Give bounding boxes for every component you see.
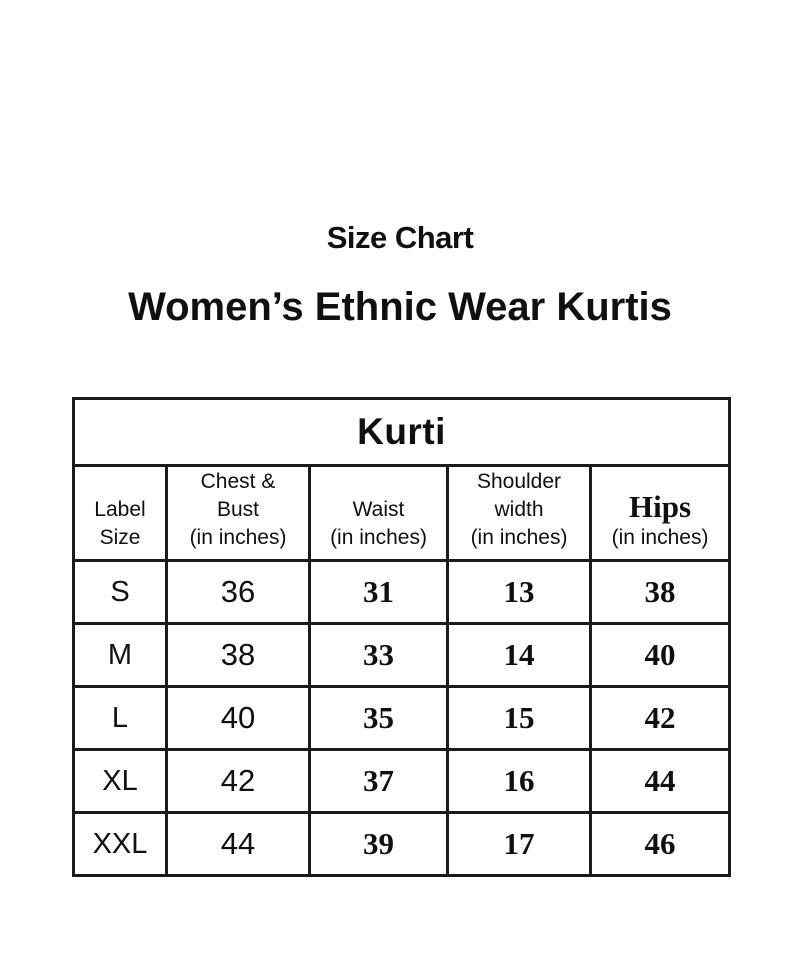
header-line: (in inches) — [611, 526, 709, 549]
header-line: (in inches) — [189, 526, 287, 549]
cell-hips: 46 — [591, 813, 730, 876]
cell-size: S — [74, 561, 167, 624]
column-header-shoulder-width — [448, 466, 591, 561]
page-subtitle: Women’s Ethnic Wear Kurtis — [128, 285, 672, 329]
header-line: (in inches) — [470, 526, 568, 549]
cell-size: L — [74, 687, 167, 750]
table-caption-row — [74, 399, 730, 466]
header-line: Hips — [629, 489, 692, 524]
cell-chest: 38 — [167, 624, 310, 687]
cell-waist: 33 — [310, 624, 448, 687]
cell-size: M — [74, 624, 167, 687]
column-header-row — [74, 466, 730, 561]
cell-waist: 35 — [310, 687, 448, 750]
cell-shoulder: 15 — [448, 687, 591, 750]
header-line: Bust — [216, 498, 260, 521]
cell-shoulder: 17 — [448, 813, 591, 876]
cell-size: XXL — [74, 813, 167, 876]
table-row-xl — [74, 750, 730, 813]
cell-chest: 44 — [167, 813, 310, 876]
cell-waist: 39 — [310, 813, 448, 876]
cell-chest: 42 — [167, 750, 310, 813]
header-line: (in inches) — [330, 526, 427, 549]
cell-hips: 40 — [591, 624, 730, 687]
cell-hips: 42 — [591, 687, 730, 750]
cell-shoulder: 16 — [448, 750, 591, 813]
cell-chest: 40 — [167, 687, 310, 750]
page-title: Size Chart — [326, 220, 474, 255]
table-row-s — [74, 561, 730, 624]
header-line: Shoulder — [476, 470, 562, 493]
cell-shoulder: 14 — [448, 624, 591, 687]
table-row-xxl — [74, 813, 730, 876]
cell-hips: 44 — [591, 750, 730, 813]
cell-size: XL — [74, 750, 167, 813]
column-header-waist — [310, 466, 448, 561]
cell-chest: 36 — [167, 561, 310, 624]
header-line: Size — [99, 526, 141, 549]
header-line: Waist — [352, 498, 405, 521]
header-line: width — [494, 498, 544, 521]
header-line: Label — [94, 498, 146, 521]
column-header-chest-bust — [167, 466, 310, 561]
cell-shoulder: 13 — [448, 561, 591, 624]
table-row-l — [74, 687, 730, 750]
table-caption: Kurti — [74, 399, 730, 466]
table-row-m — [74, 624, 730, 687]
cell-waist: 31 — [310, 561, 448, 624]
header-line: Chest & — [200, 470, 276, 493]
cell-waist: 37 — [310, 750, 448, 813]
column-header-label-size — [74, 466, 167, 561]
size-chart-table — [72, 397, 731, 877]
cell-hips: 38 — [591, 561, 730, 624]
column-header-hips — [591, 466, 730, 561]
